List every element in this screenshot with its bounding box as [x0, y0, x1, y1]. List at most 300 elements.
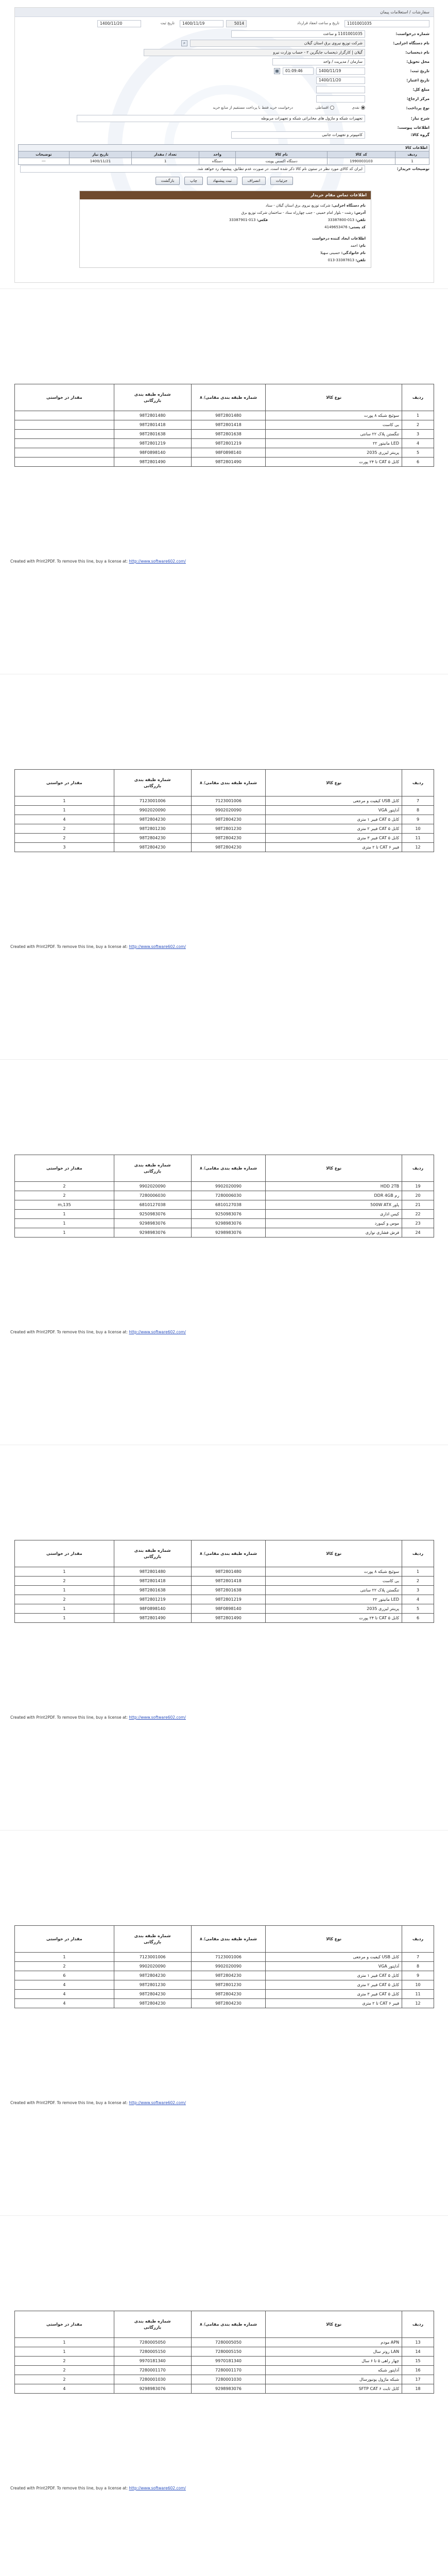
- row-request-type: [19, 115, 429, 124]
- cell-n: 2: [402, 420, 434, 430]
- cell-code: 98F0898140: [191, 448, 266, 457]
- cell-ir: 9298983076: [114, 2384, 191, 2394]
- cell-n: 1: [402, 411, 434, 420]
- cell-ir: 98T2801418: [114, 420, 191, 430]
- cell-ir: 98T2801638: [114, 1586, 191, 1595]
- footer-text: Created with Print2PDF. To remove this line, buy a license at:: [10, 944, 129, 949]
- cell-n: 16: [402, 2366, 434, 2375]
- cell-name: کابل CAT ۵ فیبر ۱ متری: [266, 1971, 402, 1980]
- table-row: [15, 806, 434, 815]
- cell-q: [15, 420, 114, 430]
- cancel-button[interactable]: انصراف: [242, 177, 266, 185]
- cell-n: 14: [402, 2347, 434, 2357]
- cell-n: 2: [402, 1577, 434, 1586]
- cell-name: کابل CAT ۵ تا ۲۴ پورت: [266, 457, 402, 467]
- cell-ir: 7280001170: [114, 2366, 191, 2375]
- row-delivery-place: [19, 58, 429, 67]
- cell-name: رم DDR 4GB: [266, 1191, 402, 1200]
- payment-type-label: نوع پرداخت:: [406, 106, 429, 110]
- date-field-2[interactable]: 1400/11/20: [97, 20, 141, 27]
- row-payment-type: [19, 105, 429, 113]
- cell-code: 98T2801230: [191, 824, 266, 834]
- table-row: [15, 1595, 434, 1604]
- cell-name: کابل CAT ۵ فیبر ۲ متری: [266, 1980, 402, 1990]
- cell-name: پاور 500W ATX: [266, 1200, 402, 1210]
- auditor-field[interactable]: گیلان | کارگزار ذیحساب جایگزین ۲ - حساب وزارت نیرو: [144, 49, 365, 56]
- cell-name: کابل CAT ۵ فیبر ۱ متری: [266, 815, 402, 824]
- th-code: شماره طبقه بندی مقامی/ ۸: [191, 1155, 266, 1182]
- row-req-number: [19, 30, 429, 39]
- cell-code: 9298983076: [191, 1219, 266, 1228]
- th-qty: تعداد / مقدار: [132, 151, 199, 158]
- cell-ir: 98T2804230: [114, 843, 191, 852]
- cell-ir: 98T2804230: [114, 815, 191, 824]
- req-number-field[interactable]: 1101001035 و ساعت: [231, 30, 365, 38]
- details-button[interactable]: جزئیات: [270, 177, 293, 185]
- table-row: [15, 2375, 434, 2384]
- th-name: نوع کالا: [266, 1155, 402, 1182]
- search-icon[interactable]: ⌕: [181, 40, 187, 46]
- cell-ir: 9298983076: [114, 1228, 191, 1238]
- th-ir: شماره طبقه بندی بازرگانی: [114, 2311, 191, 2338]
- cell: 1400/11/21: [69, 158, 132, 165]
- cell-code: 98T2801638: [191, 1586, 266, 1595]
- table-row: [15, 1614, 434, 1623]
- table-row: [15, 2384, 434, 2394]
- cell-ir: 98T2801638: [114, 430, 191, 439]
- cell-ir: 98T2801490: [114, 457, 191, 467]
- cell-ir: 98F0898140: [114, 448, 191, 457]
- cell-ir: 7280005150: [114, 2347, 191, 2357]
- org-name-field[interactable]: شرکت توزیع نیروی برق استان گیلان: [190, 40, 365, 47]
- cell-name: فیبر CAT ۶ تا ۲ متری: [266, 1999, 402, 2008]
- number-field[interactable]: 5014: [226, 20, 247, 27]
- cell-n: 7: [402, 796, 434, 806]
- cell-n: 9: [402, 1971, 434, 1980]
- reg-date-label: تاریخ ثبت: [160, 21, 175, 25]
- expire-date-label: تاریخ اعتبار:: [406, 78, 429, 82]
- th-code: شماره طبقه بندی مقامی/ ۸: [191, 1540, 266, 1567]
- radio-installment[interactable]: اقساطی: [316, 106, 334, 110]
- page-divider: [0, 1059, 448, 1060]
- cell-n: 21: [402, 1200, 434, 1210]
- items-list-table: [14, 1540, 434, 1623]
- pdf-page: [0, 289, 448, 706]
- pdf-page: [0, 1445, 448, 1862]
- row-amount: [19, 86, 429, 95]
- cell-code: 98T2804230: [191, 843, 266, 852]
- cell-ir: 98T2804230: [114, 834, 191, 843]
- contact-fax: فکس: 013-33387901: [229, 218, 268, 222]
- cell-n: 19: [402, 1182, 434, 1191]
- footer-link[interactable]: http://www.software602.com/: [129, 559, 186, 564]
- reg-time-field[interactable]: 01:09:46: [283, 67, 314, 75]
- cell-ir: 9970181340: [114, 2357, 191, 2366]
- table-row: [15, 1219, 434, 1228]
- cell-name: کابل USB کیفیت و مرجعی: [266, 1953, 402, 1962]
- cell-ir: 9298983076: [114, 1219, 191, 1228]
- calendar-icon[interactable]: ▦: [274, 68, 280, 74]
- cell-name: HDD 2TB: [266, 1182, 402, 1191]
- items-list-header: [15, 1540, 434, 1567]
- request-type-label: شرح نیاز:: [410, 116, 429, 121]
- header-input-row: [19, 20, 429, 29]
- th-qty: مقدار در خواستی: [15, 384, 114, 411]
- cell-q: 1: [15, 1219, 114, 1228]
- cell-q: 2: [15, 1962, 114, 1971]
- cell-code: 98T2801480: [191, 411, 266, 420]
- table-row: [15, 1953, 434, 1962]
- cell-code: 98T2801418: [191, 420, 266, 430]
- cell-code: 7280005150: [191, 2347, 266, 2357]
- table-row: [15, 430, 434, 439]
- radio-cash[interactable]: نقدی: [352, 106, 365, 110]
- items-list-table: [14, 384, 434, 467]
- cell-name: سوئیچ شبکه ۸ پورت: [266, 1567, 402, 1577]
- th-code: شماره طبقه بندی مقامی/ ۸: [191, 1926, 266, 1953]
- cell: دستگاه: [199, 158, 235, 165]
- row-expire-date: [19, 77, 429, 86]
- items-table: [18, 144, 429, 165]
- table-row: [15, 1577, 434, 1586]
- th-row: ردیف: [402, 770, 434, 796]
- cell-code: 98T2801490: [191, 457, 266, 467]
- attachments-label: اطلاعات پیوست:: [397, 125, 429, 130]
- table-row: [15, 411, 434, 420]
- cell-name: سوئیچ شبکه ۸ پورت: [266, 411, 402, 420]
- th-ir: شماره طبقه بندی بازرگانی: [114, 1926, 191, 1953]
- table-row: [15, 1200, 434, 1210]
- cell-q: 2: [15, 1191, 114, 1200]
- cell-q: 3: [15, 843, 114, 852]
- items-list-table: [14, 1925, 434, 2008]
- amount-field[interactable]: [316, 86, 365, 93]
- group-label: گروه کالا:: [410, 132, 429, 137]
- cell-ir: 7280001030: [114, 2375, 191, 2384]
- cell-ir: 6810127038: [114, 1200, 191, 1210]
- footer-link[interactable]: http://www.software602.com/: [129, 1715, 186, 1720]
- cell-code: 7280006030: [191, 1191, 266, 1200]
- cell-name: کابل CAT ۵ فیبر ۳ متری: [266, 834, 402, 843]
- delivery-place-label: محل تحویل:: [406, 59, 429, 64]
- cell-q: 1: [15, 1614, 114, 1623]
- table-row: [15, 457, 434, 467]
- row-org-name: [19, 40, 429, 48]
- contact-panel-title: اطلاعات تماس مقام خریدار: [80, 191, 371, 199]
- cell-n: 4: [402, 439, 434, 448]
- table-row: [15, 1604, 434, 1614]
- creator-last-name: نام خانوادگی: حسینی سهیلا: [320, 251, 366, 255]
- table-row: [15, 2357, 434, 2366]
- footer-text: Created with Print2PDF. To remove this line, buy a license at:: [10, 559, 129, 564]
- cell-q: 1: [15, 1953, 114, 1962]
- cell-q: 1: [15, 2338, 114, 2347]
- pdf-page: [0, 674, 448, 1091]
- cell-n: 3: [402, 1586, 434, 1595]
- ref-center-field[interactable]: [316, 95, 365, 103]
- cell-code: 98T2804230: [191, 1990, 266, 1999]
- footer-link[interactable]: http://www.software602.com/: [129, 944, 186, 949]
- table-row: [15, 439, 434, 448]
- cell-n: 12: [402, 843, 434, 852]
- contact-org: نام دستگاه اجرایی: شرکت توزیع نیروی برق استان گیلان - ستاد: [265, 204, 366, 208]
- cell-name: آداپتور VGA: [266, 1962, 402, 1971]
- cell-ir: 98T2804230: [114, 1990, 191, 1999]
- cell-q: 1: [15, 1586, 114, 1595]
- cell-code: 7123001006: [191, 1953, 266, 1962]
- cell-q: [15, 430, 114, 439]
- cell-n: 5: [402, 448, 434, 457]
- th-name: نوع کالا: [266, 1540, 402, 1567]
- cell-n: 4: [402, 1595, 434, 1604]
- cell-name: LAN روتر سال: [266, 2347, 402, 2357]
- cell-code: 98T2804230: [191, 1971, 266, 1980]
- table-row: [15, 2366, 434, 2375]
- contact-postal: کد پستی: 4149653476: [324, 225, 366, 229]
- table-row: [15, 1962, 434, 1971]
- cell-q: 1: [15, 796, 114, 806]
- table-row: [15, 824, 434, 834]
- cell-n: 18: [402, 2384, 434, 2394]
- contact-address: آدرس: رشت - بلوار امام خمینی - جنب چهارراه ستاد - ساختمان شرکت توزیع برق: [241, 211, 366, 215]
- table-row[interactable]: [19, 158, 429, 165]
- cell-n: 15: [402, 2357, 434, 2366]
- cell-n: 23: [402, 1219, 434, 1228]
- cell-code: 7123001006: [191, 796, 266, 806]
- cell-code: 98T2801219: [191, 1595, 266, 1604]
- th-row: ردیف: [402, 384, 434, 411]
- cell-name: آداپتور VGA: [266, 806, 402, 815]
- buyer-note-label: توضیحات خریدار:: [397, 166, 429, 171]
- back-button[interactable]: بازگشت: [156, 177, 180, 185]
- cell-code: 7280001170: [191, 2366, 266, 2375]
- date-field-1[interactable]: 1400/11/19: [180, 20, 223, 27]
- footer-text: Created with Print2PDF. To remove this line, buy a license at:: [10, 2100, 129, 2105]
- th-qty: مقدار در خواستی: [15, 1926, 114, 1953]
- th-unit: واحد: [199, 151, 235, 158]
- cell-name: تنگستن پلاک ۲۲ سانتی: [266, 430, 402, 439]
- auditor-label: نام ذیحساب:: [405, 50, 429, 55]
- footer-text: Created with Print2PDF. To remove this line, buy a license at:: [10, 2486, 129, 2490]
- cell-n: 20: [402, 1191, 434, 1200]
- cell-ir: 9902020090: [114, 1962, 191, 1971]
- footer-link[interactable]: http://www.software602.com/: [129, 2100, 186, 2105]
- cell-q: 2: [15, 824, 114, 834]
- page-divider: [0, 1830, 448, 1831]
- cell-q: 1: [15, 1210, 114, 1219]
- cell-n: 1: [402, 1567, 434, 1577]
- cell-q: 2: [15, 2366, 114, 2375]
- table-row: [15, 815, 434, 824]
- th-name: نام کالا: [236, 151, 328, 158]
- cell: ---: [19, 158, 70, 165]
- delivery-place-field[interactable]: سازمان / مدیریت / واحد: [272, 58, 365, 65]
- cell-ir: 7280005050: [114, 2338, 191, 2347]
- cell-n: 11: [402, 1990, 434, 1999]
- cell: 1: [395, 158, 429, 165]
- cell-n: 5: [402, 1604, 434, 1614]
- cell-code: 98T2804230: [191, 834, 266, 843]
- expire-date-field[interactable]: 1400/11/20: [316, 77, 365, 84]
- cell-code: 98T2804230: [191, 815, 266, 824]
- cell-q: 2: [15, 2375, 114, 2384]
- th-name: نوع کالا: [266, 384, 402, 411]
- cell-code: 98T2801418: [191, 1577, 266, 1586]
- cell-name: پرینتر لیزری 2035: [266, 448, 402, 457]
- cell-name: موس و کیبورد: [266, 1219, 402, 1228]
- cell-name: LED مانیتور ۲۲: [266, 1595, 402, 1604]
- th-desc: توضیحات: [19, 151, 70, 158]
- cell-name: کابل CAT ۵ تا ۲۴ پورت: [266, 1614, 402, 1623]
- cell-name: کابل CAT ۵ فیبر ۳ متری: [266, 1990, 402, 1999]
- contact-phone: تلفن: 013-33387800: [328, 218, 366, 222]
- cell-n: 7: [402, 1953, 434, 1962]
- items-list-table: [14, 769, 434, 852]
- cell-name: LED مانیتور ۲۲: [266, 439, 402, 448]
- cell-n: 8: [402, 806, 434, 815]
- cell-q: 1: [15, 1604, 114, 1614]
- cell-q: 4: [15, 1980, 114, 1990]
- reg-date-row-label: تاریخ ثبت:: [410, 69, 429, 73]
- cell-ir: 98T2801480: [114, 411, 191, 420]
- th-ir: شماره طبقه بندی بازرگانی: [114, 1155, 191, 1182]
- cell-name: APN مودم: [266, 2338, 402, 2347]
- cell-code: 98T2801480: [191, 1567, 266, 1577]
- cell-ir: 98T2801219: [114, 1595, 191, 1604]
- pdf-page: [0, 1830, 448, 2247]
- pdf-page: [0, 1059, 448, 1477]
- cell-n: 13: [402, 2338, 434, 2347]
- th-code: شماره طبقه بندی مقامی/ ۸: [191, 384, 266, 411]
- table-row: [15, 1182, 434, 1191]
- cell-code: 9298983076: [191, 2384, 266, 2394]
- cell-code: 9902020090: [191, 806, 266, 815]
- cell-n: 24: [402, 1228, 434, 1238]
- cell-code: 98T2801638: [191, 430, 266, 439]
- th-name: نوع کالا: [266, 1926, 402, 1953]
- buyer-contact-panel: [79, 191, 371, 268]
- items-subheader: [19, 145, 429, 151]
- cell: 1: [132, 158, 199, 165]
- cell-ir: 98T2801230: [114, 824, 191, 834]
- cell-n: 6: [402, 457, 434, 467]
- cell-ir: 98T2801230: [114, 1980, 191, 1990]
- table-row: [15, 1990, 434, 1999]
- print2pdf-footer: [10, 559, 186, 564]
- cell-code: 9902020090: [191, 1962, 266, 1971]
- cell-q: 2: [15, 834, 114, 843]
- cell-ir: 7280006030: [114, 1191, 191, 1200]
- th-row: ردیف: [402, 1155, 434, 1182]
- cell-q: [15, 448, 114, 457]
- payment-note: درخواست خرید فقط با پرداخت مستقیم از منابع خرید: [213, 106, 293, 110]
- th-row: ردیف: [402, 1540, 434, 1567]
- th-code: کد کالا: [327, 151, 395, 158]
- cell-q: 2: [15, 2357, 114, 2366]
- cell-ir: 98T2804230: [114, 1999, 191, 2008]
- table-row: [15, 1999, 434, 2008]
- table-row: [15, 1586, 434, 1595]
- cell-code: 9298983076: [191, 1228, 266, 1238]
- contract-datetime-label: تاریخ و ساعت انعقاد قرارداد: [297, 21, 339, 25]
- items-list-table: [14, 1155, 434, 1238]
- cell-name: فرش فشاری نواری: [266, 1228, 402, 1238]
- cell-code: 7280001030: [191, 2375, 266, 2384]
- footer-link[interactable]: http://www.software602.com/: [129, 1330, 186, 1334]
- cell-ir: 7123001006: [114, 1953, 191, 1962]
- th-qty: مقدار در خواستی: [15, 1155, 114, 1182]
- table-row: [15, 1228, 434, 1238]
- cell-q: 135,m: [15, 1200, 114, 1210]
- th-qty: مقدار در خواستی: [15, 770, 114, 796]
- buyer-note-field[interactable]: ایران کد کالای مورد نظر در ستون نام کالا ذکر شده است. در صورت عدم تطابق، پیشنهاد رد خواهد شد.: [20, 165, 365, 173]
- cell-code: 98T2804230: [191, 1999, 266, 2008]
- cell-code: 9902020090: [191, 1182, 266, 1191]
- cell-ir: 98T2804230: [114, 1971, 191, 1980]
- cell-q: 1: [15, 2347, 114, 2357]
- cell-ir: 98T2801418: [114, 1577, 191, 1586]
- cell-q: 2: [15, 1595, 114, 1604]
- cell-ir: 98T2801219: [114, 439, 191, 448]
- org-name-label: نام دستگاه اجرایی:: [393, 41, 429, 45]
- request-type-field[interactable]: تجهیزات شبکه و ماژول های مخابراتی شبکه و تجهیزات مربوطه: [77, 115, 365, 122]
- print-button[interactable]: چاپ: [184, 177, 203, 185]
- items-header-row: [19, 151, 429, 158]
- th-ir: شماره طبقه بندی بازرگانی: [114, 770, 191, 796]
- print2pdf-footer: [10, 1330, 186, 1334]
- table-row: [15, 1210, 434, 1219]
- cell-n: 6: [402, 1614, 434, 1623]
- table-row: [15, 1191, 434, 1200]
- cell-ir: 98T2801480: [114, 1567, 191, 1577]
- cell-ir: 9902020090: [114, 806, 191, 815]
- cell-code: 98T2801219: [191, 439, 266, 448]
- ref-center-label: مرکز ارجاع:: [406, 96, 429, 101]
- cell-q: 4: [15, 1999, 114, 2008]
- cell-name: کابل USB کیفیت و مرجعی: [266, 796, 402, 806]
- submit-offer-button[interactable]: ثبت پیشنهاد: [207, 177, 237, 185]
- print2pdf-footer: [10, 2486, 186, 2490]
- cell-code: 98T2801230: [191, 1980, 266, 1990]
- table-row: [15, 1980, 434, 1990]
- items-list-header: [15, 2311, 434, 2338]
- table-row: [15, 448, 434, 457]
- cell-name: کیس اداری: [266, 1210, 402, 1219]
- th-date: تاریخ نیاز: [69, 151, 132, 158]
- cell-q: 2: [15, 1182, 114, 1191]
- request-number-input[interactable]: 1101001035: [344, 20, 429, 27]
- group-field[interactable]: کامپیوتر و تجهیزات جانبی: [231, 131, 365, 139]
- cell-code: 9970181340: [191, 2357, 266, 2366]
- cell: دستگاه اکسس پوینت: [236, 158, 328, 165]
- th-ir: شماره طبقه بندی بازرگانی: [114, 1540, 191, 1567]
- cell-code: 9250983076: [191, 1210, 266, 1219]
- th-row: ردیف: [395, 151, 429, 158]
- cell-n: 22: [402, 1210, 434, 1219]
- table-row: [15, 1971, 434, 1980]
- cell-name: پرینتر لیزری 2035: [266, 1604, 402, 1614]
- cell-ir: 7123001006: [114, 796, 191, 806]
- reg-date-field[interactable]: 1400/11/19: [316, 67, 365, 75]
- cell-q: 1: [15, 1228, 114, 1238]
- cell-n: 9: [402, 815, 434, 824]
- cell-name: آداپتور شبکه: [266, 2366, 402, 2375]
- items-subheader-text: اطلاعات کالا: [19, 145, 429, 151]
- items-list-header: [15, 1155, 434, 1182]
- table-row: [15, 1567, 434, 1577]
- table-row: [15, 834, 434, 843]
- footer-link[interactable]: http://www.software602.com/: [129, 2486, 186, 2490]
